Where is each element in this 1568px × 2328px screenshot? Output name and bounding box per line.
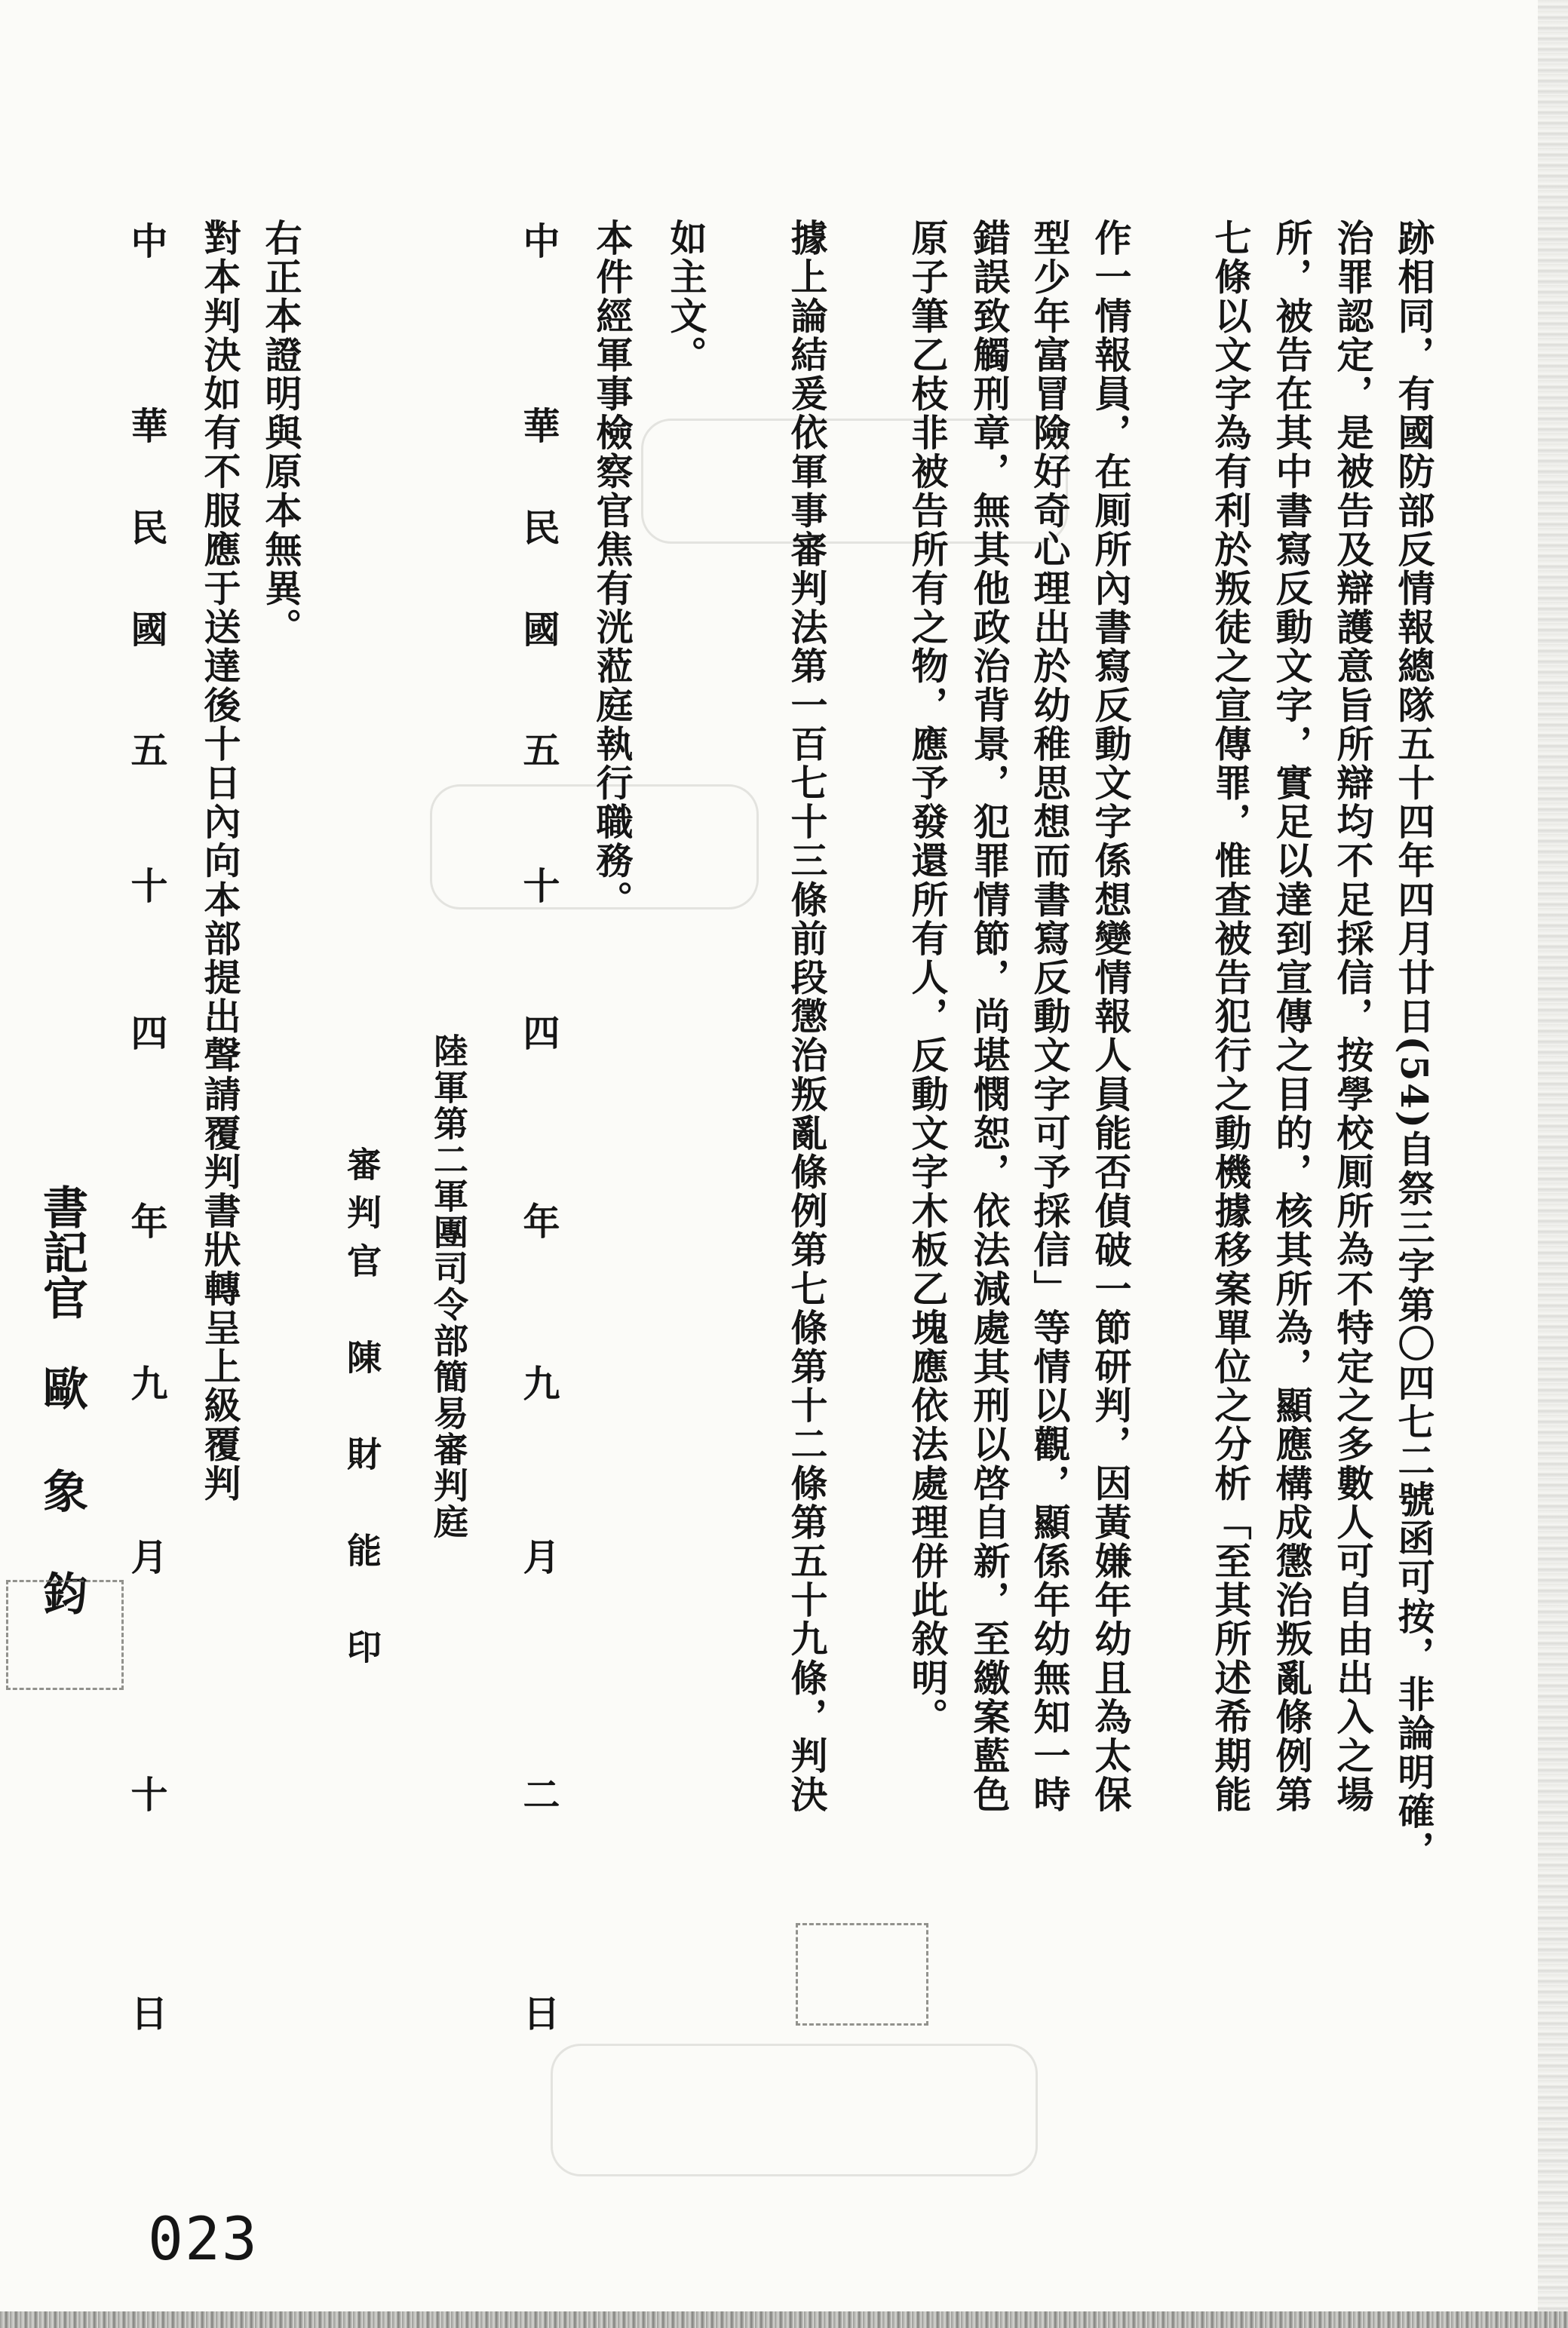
date-char: 年 — [523, 1200, 560, 1244]
date-char: 華 — [523, 404, 560, 448]
reasoning-line-5: 作一情報員，在厠所內書寫反動文字係想變情報人員能否偵破一節研判，因黃嫌年幼且為太保 — [1089, 219, 1133, 1814]
date-char: 五 — [130, 728, 168, 772]
date-char: 月 — [523, 1535, 560, 1579]
faint-background-seal — [551, 2044, 1038, 2176]
date-char: 十 — [130, 1773, 168, 1817]
date-char: 二 — [523, 1773, 560, 1817]
official-seal-stamp — [6, 1580, 124, 1690]
appeal-notice: 對本判決如有不服應于送達後十日內向本部提出聲請覆判書狀轉呈上級覆判 — [198, 219, 242, 1503]
date-char: 九 — [130, 1362, 168, 1406]
prosecutor-line: 本件經軍事檢察官焦有洸蒞庭執行職務。 — [591, 219, 634, 919]
date-char: 四 — [130, 1011, 168, 1055]
reasoning-line-1: 跡相同，有國防部反情報總隊五十四年四月廿日(54)自祭三字第〇四七二號函可按，非論明確， — [1392, 219, 1436, 1869]
date-char: 月 — [130, 1535, 168, 1579]
date-char: 年 — [130, 1200, 168, 1244]
certification-line: 右正本證明與原本無異。 — [259, 219, 303, 647]
date-char: 十 — [523, 864, 560, 908]
judge-signature-line: 審判官 陳 財 能 印 — [342, 1146, 382, 1677]
date-char: 國 — [130, 608, 168, 652]
date-char: 中 — [523, 219, 560, 263]
reasoning-line-3: 所，被告在其中書寫反動文字，實足以達到宣傳之目的，核其所為，顯應構成懲治叛亂條例第 — [1270, 219, 1314, 1814]
date-char: 十 — [130, 864, 168, 908]
date-char: 中 — [130, 219, 168, 263]
date-char: 國 — [523, 608, 560, 652]
reasoning-line-8: 原子筆乙枝非被告所有之物，應予發還所有人，反動文字木板乙塊應依法處理併此敘明。 — [906, 219, 950, 1737]
reasoning-line-7: 錯誤致觸刑章，無其他政治背景，犯罪情節，尚堪憫恕，依法減處其刑以啓自新，至繳案藍色 — [968, 219, 1011, 1814]
date-char: 五 — [523, 728, 560, 772]
official-seal-stamp — [796, 1923, 928, 2026]
bottom-scan-edge — [0, 2311, 1568, 2328]
date-char: 華 — [130, 404, 168, 448]
binding-edge — [1538, 0, 1568, 2328]
reasoning-line-4: 七條以文字為有利於叛徒之宣傳罪，惟查被告犯行之動機據移案單位之分析「至其所述希期能 — [1209, 219, 1253, 1814]
date-char: 日 — [130, 1992, 168, 2035]
date-char: 日 — [523, 1992, 560, 2035]
date-char: 九 — [523, 1362, 560, 1406]
reasoning-line-10: 如主文。 — [664, 219, 708, 375]
reasoning-line-6: 型少年富冒險好奇心理出於幼稚思想而書寫反動文字可予採信」等情以觀，顯係年幼無知一時 — [1028, 219, 1072, 1814]
page-number: 023 — [148, 2206, 259, 2274]
clerk-name: 歐 象 鈞 — [35, 1365, 88, 1621]
reasoning-line-2: 治罪認定，是被告及辯護意旨所辯均不足採信，按學校厠所為不特定之多數人可自由出入之場 — [1331, 219, 1375, 1814]
clerk-title: 書記官 — [35, 1184, 88, 1320]
date-char: 民 — [523, 506, 560, 550]
court-name: 陸軍第二軍團司令部簡易審判庭 — [428, 1033, 469, 1540]
date-char: 四 — [523, 1011, 560, 1055]
reasoning-line-9: 據上論結爰依軍事審判法第一百七十三條前段懲治叛亂條例第七條第十二條第五十九條，判決 — [785, 219, 829, 1814]
date-char: 民 — [130, 506, 168, 550]
